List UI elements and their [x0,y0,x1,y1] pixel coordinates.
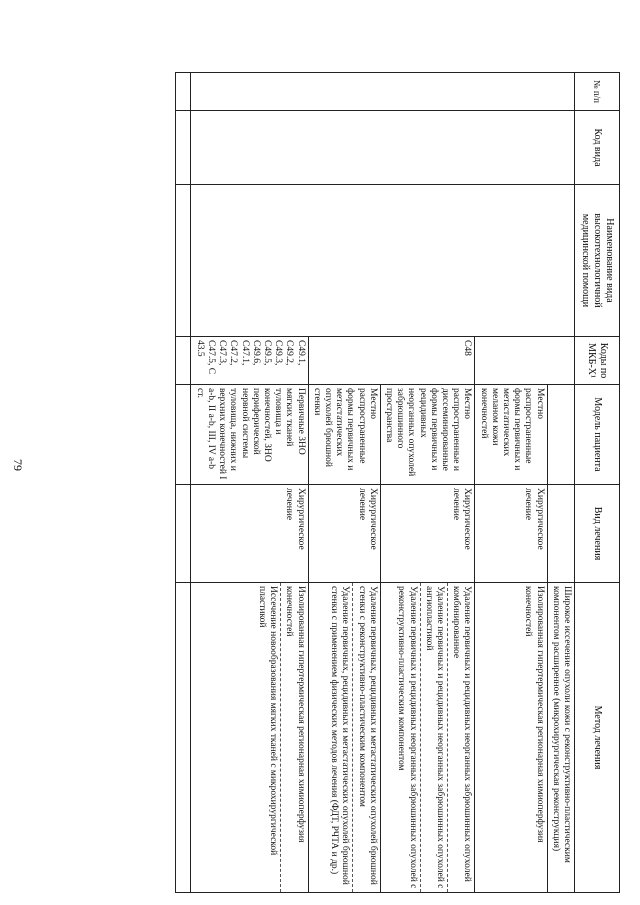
method-text: Удаление первичных, рецидивных и метастатических опухолей брюшной стенки с реконструктивно-пластическим компонентом [356,586,378,885]
method-text: Иссечение новообразования мягких тканей с микрохирургической пластикой [254,583,281,892]
header-name: Наименование вида высокотехнологичной медицинской помощи [575,185,620,337]
cell-mkb [475,337,575,385]
method-text: Удаление первичных и рецидивных неорганных забрюшинных опухолей комбинированное [451,586,473,882]
cell-model: Местно распространенные и диссеминированные формы первичных и рецидивных неорганных опухолей забрюшинного пространства [380,385,475,485]
header-code: Код вида [575,111,620,185]
cell-method: Широкое иссечение опухоли кожи с реконструктивно-пластическим компонентом расширенное (микрохирургическая реконструкция) [547,583,574,893]
cell-method [308,583,380,893]
treatment-table [176,72,621,893]
method-text: Удаление первичных и рецидивных неорганных забрюшинных опухолей с реконструктивно-пластическим компонентом [393,583,420,892]
cell-model: Местно распространенные формы первичных и метастатических опухолей брюшной стенки [308,385,380,485]
header-mkb: Коды по МКБ-X¹ [575,337,620,385]
cell-type [176,485,191,583]
method-text: Удаление первичных, рецидивных и метастатических опухолей брюшной стенки с применением физических методов лечения (ФДТ, РЧТА и др.) [326,583,353,892]
cell-mkb: C49.1, C49.2, C49.3, C49.5, C49.6, C47.1, C47.2, C47.3, C47.5, C 43.5 [191,337,308,385]
cell-model [176,385,191,485]
cell-method [176,583,191,893]
table-row-continuation [176,73,191,893]
cell-num [191,73,575,111]
cell-type: Хирургическое лечение [380,485,475,583]
header-row [575,73,620,893]
method-text: Изолированная гипертермическая регионарная химиоперфузия конечностей [284,586,306,843]
cell-type [547,485,574,583]
cell-method [380,583,475,893]
cell-model: Местно распространенные формы первичных и метастатических меланом кожи конечностей [475,385,547,485]
cell-method: Изолированная гипертермическая регионарная химиоперфузия конечностей [475,583,547,893]
header-model: Модель пациента [575,385,620,485]
cell-num [176,73,191,111]
method-text: Удаление первичных и рецидивных неорганных забрюшинных опухолей с ангиопластикой [421,583,448,892]
cell-model: Первичные ЗНО мягких тканей туловища и конечностей, ЗНО периферической нервной системы туловища, нижних и верхних конечностей I a-b, II a-b, III, IV a-b ст. [191,385,308,485]
header-type: Вид лечения [575,485,620,583]
cell-type: Хирургическое лечение [191,485,308,583]
header-num: № п/п [575,73,620,111]
cell-name [191,185,575,337]
header-method: Метод лечения [575,583,620,893]
cell-type: Хирургическое лечение [475,485,547,583]
rotated-page [80,72,620,892]
cell-type: Хирургическое лечение [308,485,380,583]
table-row [547,73,574,893]
cell-code [176,111,191,185]
cell-name [176,185,191,337]
cell-code [191,111,575,185]
cell-mkb [176,337,191,385]
cell-model [547,385,574,485]
cell-method [191,583,308,893]
cell-mkb: C48 [308,337,475,385]
page-number: 79 [11,459,25,471]
